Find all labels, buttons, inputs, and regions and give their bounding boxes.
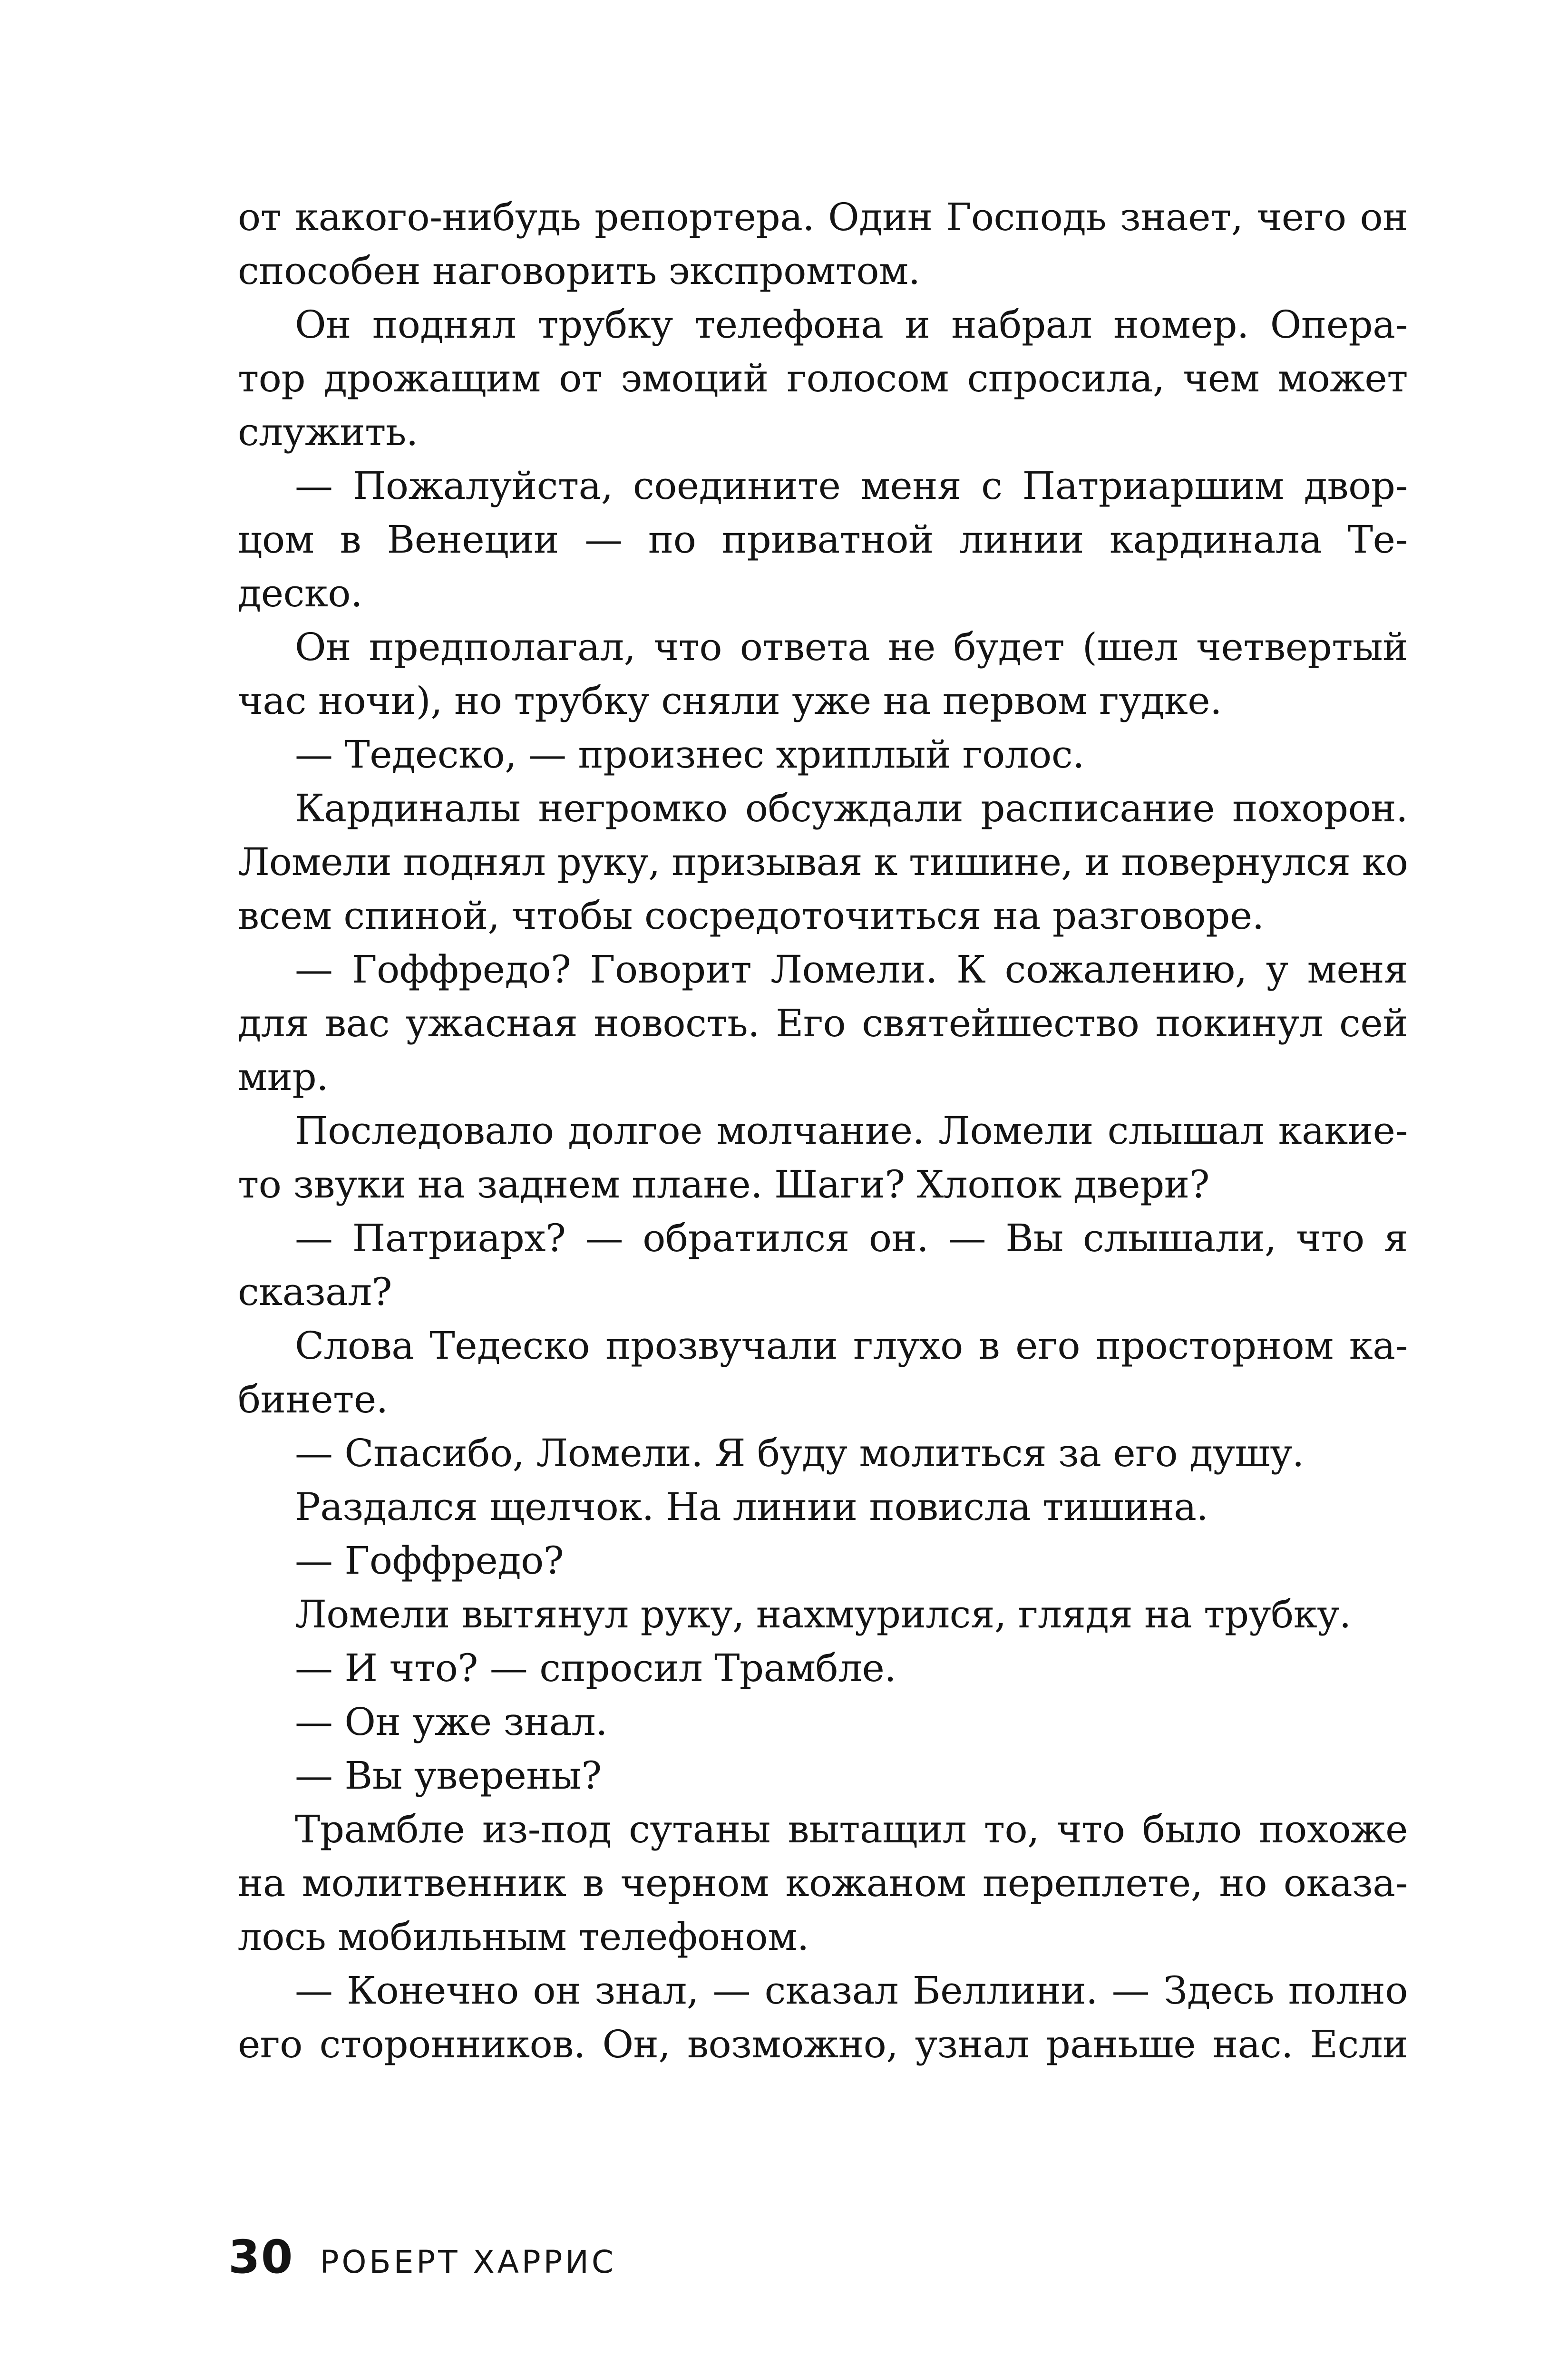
text-line: — Он уже знал. [295, 1700, 608, 1744]
text-line: лось мобильным телефоном. [238, 1915, 809, 1959]
text-line: на молитвенник в черном кожаном переплете, но оказа- [238, 1861, 1408, 1905]
text-line: Ломели вытянул руку, нахмурился, глядя на трубку. [295, 1592, 1351, 1636]
text-line: — Пожалуйста, соедините меня с Патриаршим двор- [295, 464, 1408, 508]
text-line: — Вы уверены? [295, 1753, 602, 1798]
text-line: — Гоффредо? Говорит Ломели. К сожалению, у меня [295, 947, 1408, 992]
body-text [238, 190, 1408, 2071]
text-line: то звуки на заднем плане. Шаги? Хлопок двери? [238, 1162, 1210, 1207]
text-line: Последовало долгое молчание. Ломели слышал какие- [295, 1109, 1408, 1153]
text-line: Слова Тедеско прозвучали глухо в его просторном ка- [295, 1324, 1408, 1368]
text-line: Кардиналы негромко обсуждали расписание похорон. [295, 786, 1408, 830]
text-line: мир. [238, 1055, 329, 1099]
text-line: Раздался щелчок. На линии повисла тишина. [295, 1485, 1208, 1529]
text-line: — Патриарх? — обратился он. — Вы слышали, что я [295, 1216, 1408, 1260]
text-line: час ночи), но трубку сняли уже на первом гудке. [238, 679, 1222, 723]
text-line: сказал? [238, 1270, 392, 1314]
text-line: Он поднял трубку телефона и набрал номер. Опера- [295, 302, 1408, 347]
text-line: для вас ужасная новость. Его святейшество покинул сей [238, 1001, 1408, 1045]
text-line: — И что? — спросил Трамбле. [295, 1646, 896, 1690]
text-line: цом в Венеции — по приватной линии кардинала Те- [238, 517, 1408, 562]
text-line: — Тедеско, — произнес хриплый голос. [295, 732, 1085, 777]
text-line: Трамбле из-под сутаны вытащил то, что было похоже [295, 1807, 1408, 1851]
text-line: — Гоффредо? [295, 1538, 564, 1583]
page-footer [228, 2230, 616, 2284]
page-number: 30 [228, 2230, 294, 2284]
text-line: Он предполагал, что ответа не будет (шел четвертый [295, 625, 1408, 669]
running-head-author: РОБЕРТ ХАРРИС [320, 2244, 616, 2280]
text-line: — Конечно он знал, — сказал Беллини. — Здесь полно [295, 1968, 1408, 2013]
text-line: способен наговорить экспромтом. [238, 249, 920, 293]
text-line: бинете. [238, 1377, 388, 1421]
text-line: тор дрожащим от эмоций голосом спросила, чем может [238, 356, 1408, 400]
text-line: служить. [238, 410, 418, 454]
text-line: Ломели поднял руку, призывая к тишине, и повернулся ко [238, 840, 1408, 884]
text-line: — Спасибо, Ломели. Я буду молиться за его душу. [295, 1431, 1304, 1475]
text-line: всем спиной, чтобы сосредоточиться на разговоре. [238, 894, 1264, 938]
text-line: его сторонников. Он, возможно, узнал раньше нас. Если [238, 2022, 1408, 2066]
text-line: деско. [238, 571, 362, 615]
text-line: от какого-нибудь репортера. Один Господь знает, чего он [238, 195, 1408, 239]
